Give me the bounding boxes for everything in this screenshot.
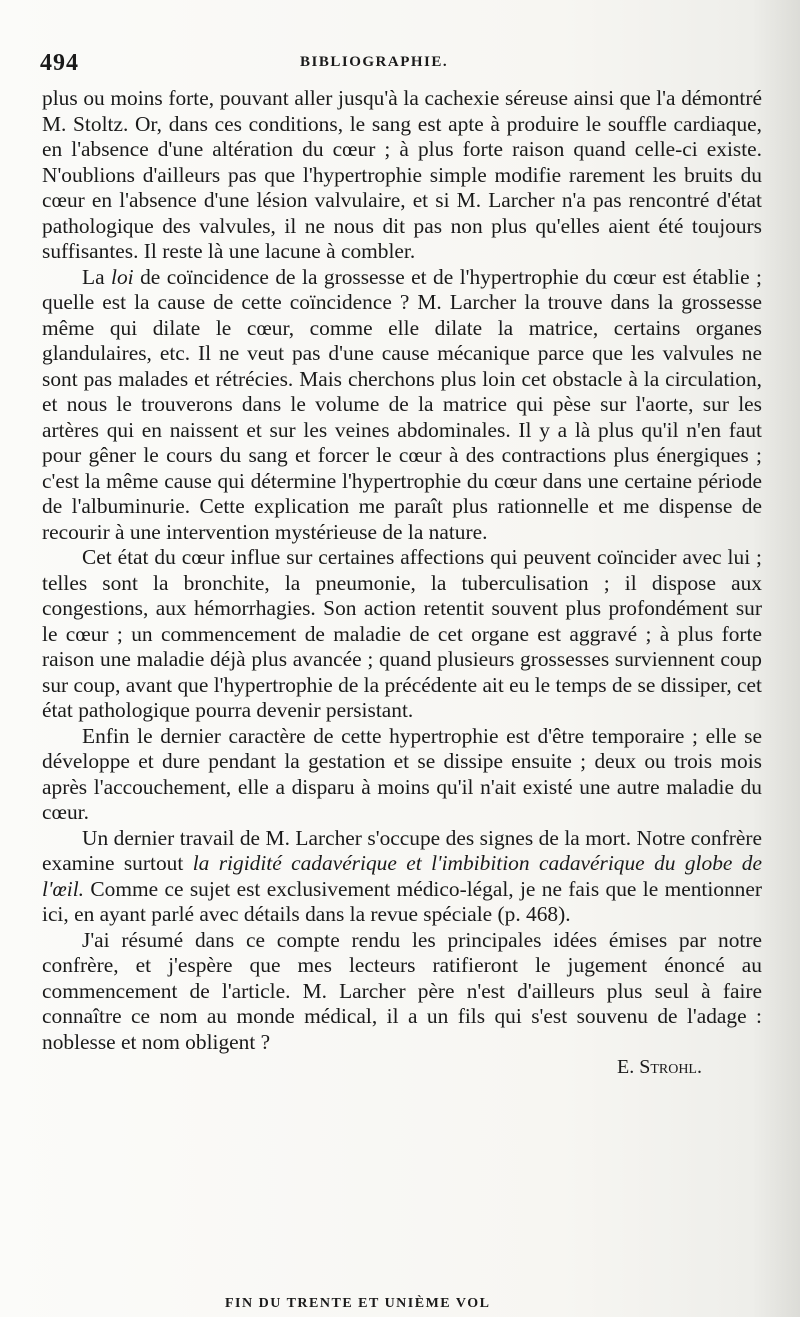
page-number: 494	[40, 50, 79, 76]
paragraph-1: plus ou moins forte, pouvant aller jusqu'à la cachexie séreuse ainsi que l'a démontré M. Stoltz. Or, dans ces conditions, le sang est apte à produire le souffle cardiaque, en l'absence d'une altération du cœur ; à plus forte raison quand celle-ci existe. N'oublions d'ailleurs pas que l'hypertrophie simple modifie rarement les bruits du cœur en l'absence d'une lésion valvulaire, et si M. Larcher n'a pas rencontré d'état pathologique des valvules, il ne nous dit pas non plus qu'elles aient été toujours suffisantes. Il reste là une lacune à combler.	[42, 86, 762, 263]
body-text	[42, 86, 762, 1081]
running-title: BIBLIOGRAPHIE.	[300, 54, 449, 70]
author-signature	[42, 1055, 762, 1081]
paragraph-5-rest: Comme ce sujet est exclusivement médico-légal, je ne fais que le mentionner ici, en ayant parlé avec détails dans la revue spéciale (p. 468).	[42, 876, 762, 926]
paragraph-5-start: Un dernier travail de M. Larcher s'occupe des signes de la mort. Notre confrère examine surtout	[42, 825, 762, 875]
paragraph-3: Cet état du cœur influe sur certaines affections qui peuvent coïncider avec lui ; telles sont la bronchite, la pneumonie, la tuberculisation ; il dispose aux congestions, aux hémorrhagies. Son action retentit souvent plus profondément sur le cœur ; un commencement de maladie de cet organe est aggravé ; à plus forte raison une maladie déjà plus avancée ; quand plusieurs grossesses surviennent coup sur coup, avant que l'hypertrophie de la précédente ait eu le temps de se dissiper, cet état pathologique pourra devenir persistant.	[42, 545, 762, 722]
signature-initial: E.	[616, 1056, 640, 1078]
paragraph-4: Enfin le dernier caractère de cette hypertrophie est d'être temporaire ; elle se développe et dure pendant la gestation et se dissipe ensuite ; deux ou trois mois après l'accouchement, elle a disparu à moins qu'il n'ait existé une autre maladie du cœur.	[42, 723, 762, 824]
paragraph-6: J'ai résumé dans ce compte rendu les principales idées émises par notre confrère, et j'espère que mes lecteurs ratifieront le jugement énoncé au commencement de l'article. M. Larcher père n'est d'ailleurs plus seul à faire connaître ce nom au monde médical, il a un fils qui s'est souvenu de l'adage : noblesse et nom obligent ?	[42, 927, 762, 1054]
paragraph-2-start: La	[82, 264, 112, 289]
paragraph-5-emphasis: la rigidité cadavérique et l'imbibition cadavérique du globe de l'œil.	[42, 851, 762, 901]
paragraph-2	[42, 265, 762, 546]
paragraph-5	[42, 826, 762, 928]
volume-end-note: FIN DU TRENTE ET UNIÈME VOL	[225, 1296, 491, 1311]
paragraph-2-emphasis: loi	[111, 264, 134, 289]
signature-name: Strohl.	[639, 1056, 702, 1078]
paragraph-2-rest: de coïncidence de la grossesse et de l'hypertrophie du cœur est établie ; quelle est la cause de cette coïncidence ? M. Larcher la trouve dans la grossesse même qui dilate le cœur, comme elle dilate la matrice, certains organes glandulaires, etc. Il ne veut pas d'une cause mécanique parce que les valvules ne sont pas malades et rétrécies. Mais cherchons plus loin cet obstacle à la circulation, et nous le trouverons dans le volume de la matrice qui pèse sur l'aorte, sur les artères qui en naissent et sur les veines abdominales. Il y a là plus qu'il n'en faut pour gêner le cours du sang et forcer le cœur à des contractions plus énergiques ; c'est la même cause qui détermine l'hypertrophie du cœur dans une certaine période de l'albuminurie. Cette explication me paraît plus rationnelle et me dispense de recourir à une intervention mystérieuse de la nature.	[42, 264, 762, 544]
